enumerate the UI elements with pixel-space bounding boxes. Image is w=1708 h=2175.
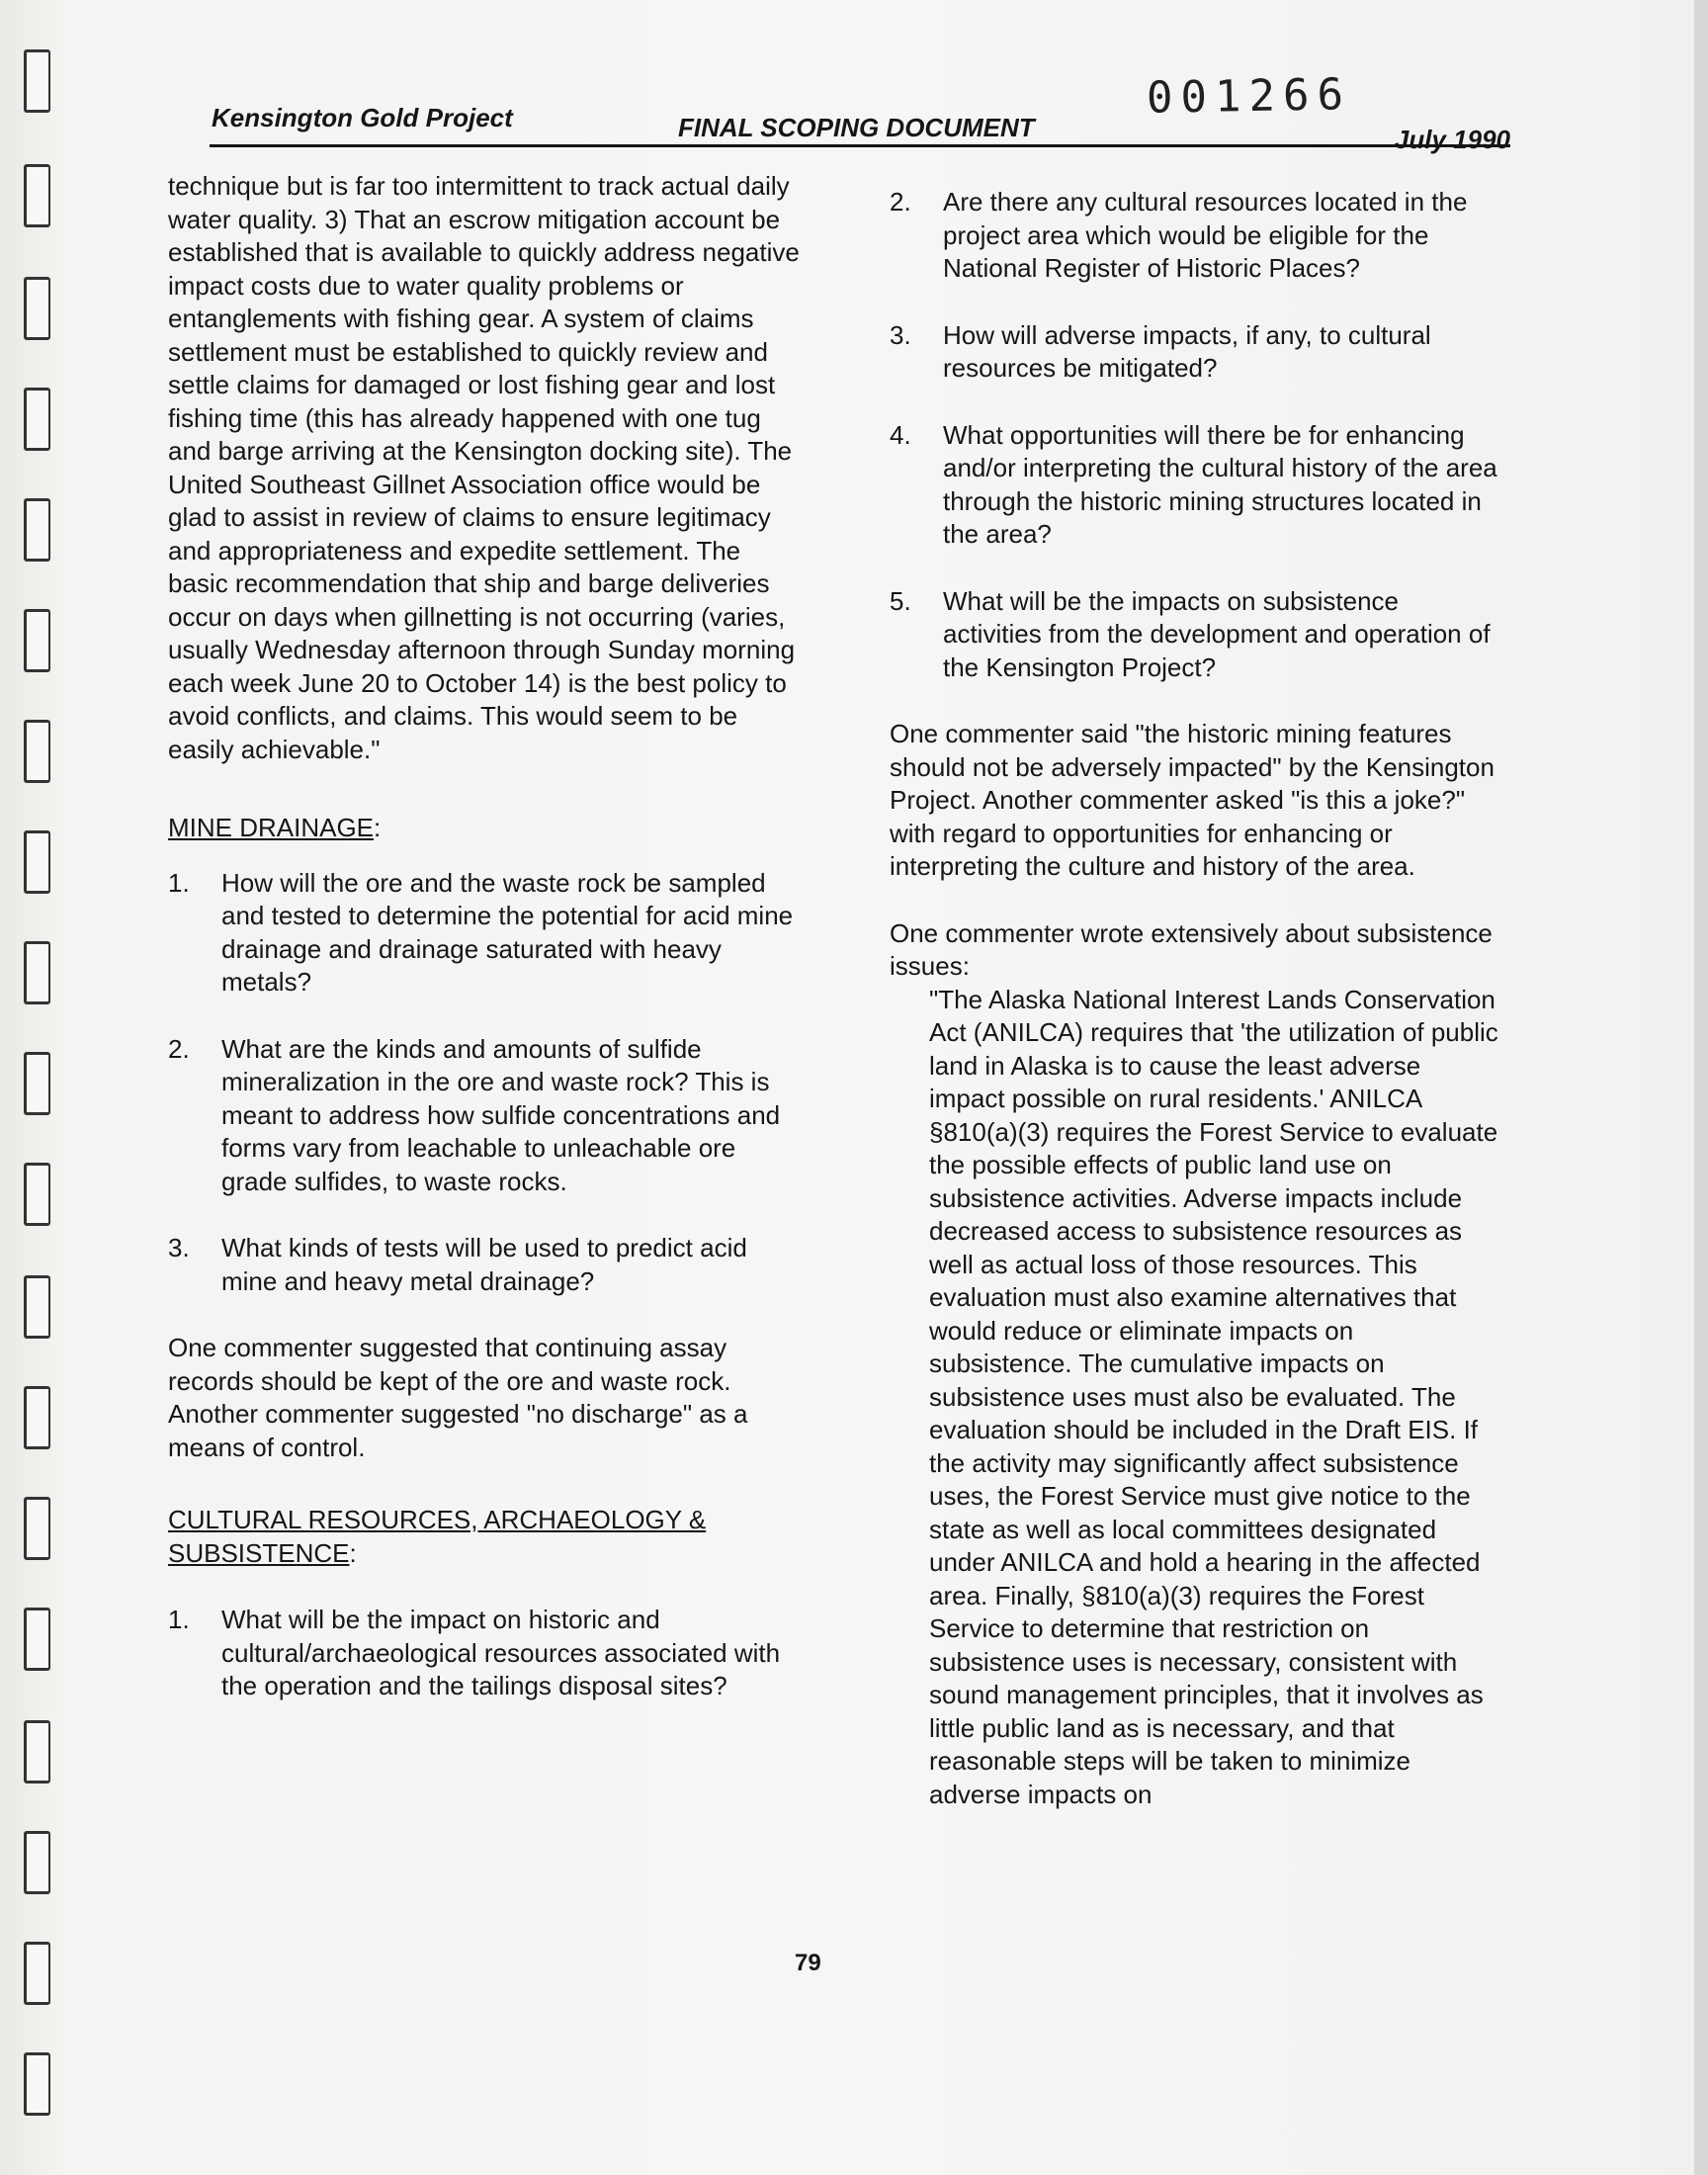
list-item: [168, 1033, 801, 1199]
cultural-comment: One commenter said "the historic mining features should not be adversely impacted" by the Kensington Project. Another commenter asked "is this a joke?" with regard to opportunities for enhancing or interpreting the culture and history of the area.: [890, 719, 1494, 881]
list-item: [890, 585, 1502, 685]
section-heading-cultural: CULTURAL RESOURCES, ARCHAEOLOGY & SUBSISTENCE:: [168, 1505, 707, 1568]
list-item-number: 4.: [890, 419, 911, 450]
section-heading-mine-drainage: MINE DRAINAGE:: [168, 813, 382, 842]
binder-hole: [24, 1275, 50, 1339]
document-title: FINAL SCOPING DOCUMENT: [678, 113, 1035, 142]
list-item-text: What kinds of tests will be used to predict acid mine and heavy metal drainage?: [221, 1233, 747, 1296]
binder-hole: [24, 720, 50, 783]
binder-hole: [24, 609, 50, 672]
list-item-text: What opportunities will there be for enhancing and/or interpreting the cultural history of the area through the historic mining structures located in the area?: [943, 419, 1497, 549]
list-item-number: 2.: [168, 1033, 190, 1064]
list-item-number: 5.: [890, 585, 911, 616]
binder-hole: [24, 2052, 50, 2116]
document-date: July 1990: [1394, 125, 1510, 154]
anilca-quote: "The Alaska National Interest Lands Conservation Act (ANILCA) requires that 'the utilization of public land in Alaska is to cause the least adverse impact possible on rural residents.' ANILCA §810(a)(3) requires the Forest Service to evaluate the possible effects of public land use on subsistence activities. Adverse impacts include decreased access to subsistence resources as well as actual loss of those resources. This evaluation must also examine alternatives that would reduce or eliminate impacts on subsistence. The cumulative impacts on subsistence uses must also be evaluated. The evaluation should be included in the Draft EIS. If the activity may significantly affect subsistence uses, the Forest Service must give notice to the state as well as local committees designated under ANILCA and hold a hearing in the affected area. Finally, §810(a)(3) requires the Forest Service to determine that restriction on subsistence uses is necessary, consistent with sound management principles, that it involves as little public land as is necessary, and that reasonable steps will be taken to minimize adverse impacts on: [929, 984, 1498, 1809]
list-item-text: How will adverse impacts, if any, to cultural resources be mitigated?: [943, 319, 1431, 383]
right-column: [890, 186, 1502, 1811]
binder-hole: [24, 49, 50, 113]
list-item-text: What are the kinds and amounts of sulfide mineralization in the ore and waste rock? This is meant to address how sulfide concentrations and forms vary from leachable to unleachable ore grade sulfides, to waste rocks.: [221, 1033, 781, 1196]
mine-drainage-comment: One commenter suggested that continuing assay records should be kept of the ore and waste rock. Another commenter suggested "no discharge" as a means of control.: [168, 1333, 748, 1462]
list-item-text: How will the ore and the waste rock be sampled and tested to determine the potential for acid mine drainage and drainage saturated with heavy metals?: [221, 867, 794, 997]
binder-hole: [24, 1831, 50, 1894]
list-item-number: 2.: [890, 187, 911, 217]
intro-paragraph: technique but is far too intermittent to track actual daily water quality. 3) That an escrow mitigation account be established that is available to quickly address negative impact costs due to water quality problems or entanglements with fishing gear. A system of claims settlement must be established to quickly review and settle claims for damaged or lost fishing gear and lost fishing time (this has already happened with one tug and barge arriving at the Kensington docking site). The United Southeast Gillnet Association office would be glad to assist in review of claims to ensure legitimacy and appropriateness and expedite settlement. The basic recommendation that ship and barge deliveries occur on days when gillnetting is not occurring (varies, usually Wednesday afternoon through Sunday morning each week June 20 to October 14) is the best policy to avoid conflicts, and claims. This would seem to be easily achievable.": [168, 171, 800, 764]
list-item-text: Are there any cultural resources located in the project area which would be eligible for the National Register of Historic Places?: [943, 187, 1468, 283]
list-item: [890, 419, 1502, 552]
binder-hole: [24, 1720, 50, 1784]
binder-hole: [24, 1052, 50, 1115]
binder-hole: [24, 164, 50, 227]
page-header: [210, 95, 1510, 154]
subsistence-comment-intro: One commenter wrote extensively about subsistence issues:: [890, 917, 1493, 981]
list-item: [168, 1604, 801, 1703]
document-stamp-number: 001266: [1146, 69, 1352, 124]
binder-hole: [24, 277, 50, 340]
binder-hole: [24, 1497, 50, 1560]
project-name: Kensington Gold Project: [212, 103, 513, 132]
binder-hole: [24, 1942, 50, 2005]
list-item-number: 3.: [890, 319, 911, 350]
binder-hole: [24, 941, 50, 1004]
list-item: [890, 186, 1502, 286]
list-item-text: What will be the impact on historic and cultural/archaeological resources associated with the operation and the tailings disposal sites?: [221, 1605, 781, 1700]
binder-hole: [24, 1608, 50, 1671]
binder-hole: [24, 498, 50, 562]
list-item-text: What will be the impacts on subsistence activities from the development and operation of the Kensington Project?: [943, 585, 1491, 682]
binder-holes: [24, 0, 53, 2175]
page-edge-shadow: [1694, 0, 1708, 2175]
binder-hole: [24, 1163, 50, 1226]
page-number: 79: [795, 1950, 821, 1976]
list-item: [168, 867, 801, 1000]
binder-hole: [24, 1386, 50, 1449]
list-item: [168, 1232, 801, 1298]
list-item-number: 1.: [168, 867, 190, 898]
binder-hole: [24, 388, 50, 451]
list-item-number: 3.: [168, 1233, 190, 1262]
list-item-number: 1.: [168, 1605, 190, 1634]
left-column: [168, 170, 801, 1703]
binder-hole: [24, 830, 50, 894]
list-item: [890, 319, 1502, 386]
